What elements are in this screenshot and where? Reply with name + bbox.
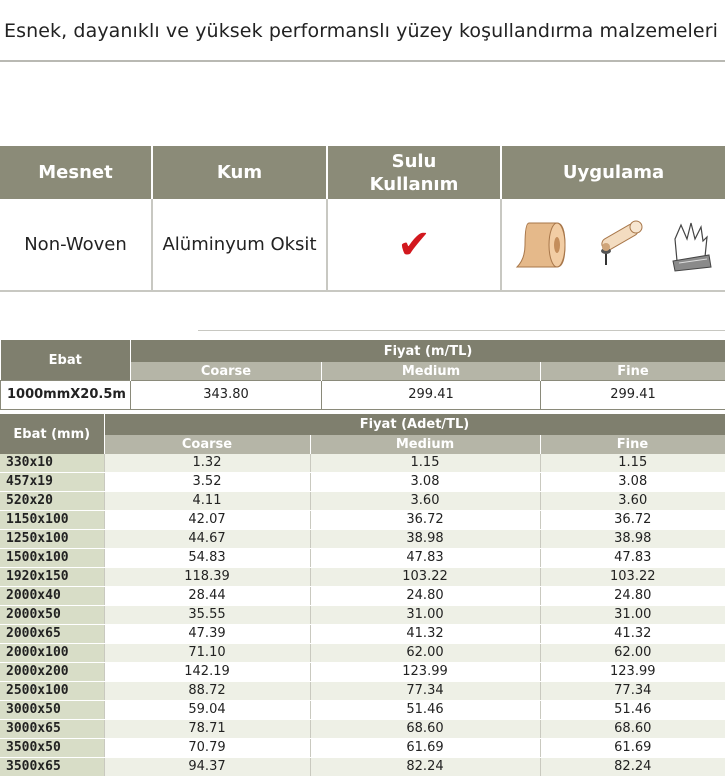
piece-fine-price: 103.22 [540, 568, 725, 587]
piece-fine-price: 51.46 [540, 701, 725, 720]
piece-medium-price: 123.99 [310, 663, 540, 682]
piece-size: 1500x100 [0, 549, 104, 568]
sulu-value [327, 199, 501, 291]
checkmark-icon: ✔ [397, 222, 431, 268]
piece-coarse-price: 4.11 [104, 492, 310, 511]
roll-grade-fine: Fine [541, 362, 725, 381]
piece-fine-price: 3.08 [540, 473, 725, 492]
table-row [0, 454, 725, 473]
table-row [0, 606, 725, 625]
piece-fine-price: 24.80 [540, 587, 725, 606]
piece-medium-price: 3.08 [310, 473, 540, 492]
table-row [0, 568, 725, 587]
table-row [0, 720, 725, 739]
piece-fine-price: 82.24 [540, 758, 725, 777]
piece-size: 3500x50 [0, 739, 104, 758]
table-row [0, 587, 725, 606]
piece-medium-price: 41.32 [310, 625, 540, 644]
piece-medium-price: 36.72 [310, 511, 540, 530]
piece-price-body [0, 454, 725, 777]
table-row [0, 473, 725, 492]
page-headline: Esnek, dayanıklı ve yüksek performanslı yüzey koşullandırma malzemeleri [0, 0, 725, 62]
table-row [0, 644, 725, 663]
piece-grade-coarse: Coarse [104, 435, 310, 454]
piece-size: 3500x65 [0, 758, 104, 777]
roll-price-header-row [1, 340, 725, 362]
piece-coarse-price: 118.39 [104, 568, 310, 587]
roll-ebat-header: Ebat [1, 340, 131, 381]
piece-medium-price: 38.98 [310, 530, 540, 549]
piece-fine-price: 68.60 [540, 720, 725, 739]
spec-table [0, 146, 725, 292]
piece-size: 1920x150 [0, 568, 104, 587]
piece-medium-price: 51.46 [310, 701, 540, 720]
piece-size: 330x10 [0, 454, 104, 473]
piece-coarse-price: 78.71 [104, 720, 310, 739]
piece-fine-price: 77.34 [540, 682, 725, 701]
piece-size: 457x19 [0, 473, 104, 492]
table-row [0, 511, 725, 530]
piece-grade-header-row [0, 435, 725, 454]
table-row [0, 739, 725, 758]
roll-medium-price: 299.41 [322, 381, 541, 410]
piece-size: 1150x100 [0, 511, 104, 530]
table-row [1, 381, 725, 410]
piece-coarse-price: 1.32 [104, 454, 310, 473]
piece-price-header-row [0, 414, 725, 435]
mesnet-value: Non-Woven [0, 199, 152, 291]
kum-value: Alüminyum Oksit [152, 199, 327, 291]
roll-grade-medium: Medium [322, 362, 541, 381]
piece-fine-price: 31.00 [540, 606, 725, 625]
piece-coarse-price: 59.04 [104, 701, 310, 720]
piece-medium-price: 68.60 [310, 720, 540, 739]
piece-size: 2000x200 [0, 663, 104, 682]
piece-size: 2000x100 [0, 644, 104, 663]
table-row [0, 701, 725, 720]
piece-size: 3000x65 [0, 720, 104, 739]
piece-fine-price: 61.69 [540, 739, 725, 758]
roll-icon [513, 219, 569, 271]
header-mesnet: Mesnet [0, 146, 152, 199]
piece-size: 1250x100 [0, 530, 104, 549]
roll-price-table [0, 340, 725, 410]
piece-medium-price: 82.24 [310, 758, 540, 777]
header-sulu-kullanim [327, 146, 501, 199]
piece-coarse-price: 35.55 [104, 606, 310, 625]
piece-size: 520x20 [0, 492, 104, 511]
piece-coarse-price: 54.83 [104, 549, 310, 568]
piece-fine-price: 36.72 [540, 511, 725, 530]
piece-price-group-header: Fiyat (Adet/TL) [104, 414, 725, 435]
piece-size: 2500x100 [0, 682, 104, 701]
hand-sander-icon [590, 217, 646, 273]
piece-size: 2000x65 [0, 625, 104, 644]
table-row [0, 663, 725, 682]
table-row [0, 549, 725, 568]
sanding-tool-icon [667, 217, 715, 273]
piece-medium-price: 47.83 [310, 549, 540, 568]
piece-coarse-price: 71.10 [104, 644, 310, 663]
piece-fine-price: 47.83 [540, 549, 725, 568]
header-uygulama: Uygulama [501, 146, 725, 199]
piece-medium-price: 24.80 [310, 587, 540, 606]
piece-price-table [0, 414, 725, 777]
piece-medium-price: 1.15 [310, 454, 540, 473]
table-row [0, 530, 725, 549]
piece-size: 2000x50 [0, 606, 104, 625]
piece-medium-price: 62.00 [310, 644, 540, 663]
header-sulu-line1: Sulu [392, 151, 437, 172]
piece-coarse-price: 28.44 [104, 587, 310, 606]
piece-fine-price: 3.60 [540, 492, 725, 511]
piece-medium-price: 31.00 [310, 606, 540, 625]
piece-ebat-header: Ebat (mm) [0, 414, 104, 454]
piece-fine-price: 1.15 [540, 454, 725, 473]
roll-grade-coarse: Coarse [131, 362, 322, 381]
piece-size: 3000x50 [0, 701, 104, 720]
piece-coarse-price: 88.72 [104, 682, 310, 701]
table-row [0, 492, 725, 511]
piece-fine-price: 38.98 [540, 530, 725, 549]
spec-header-row [0, 146, 725, 199]
uygulama-icons [501, 199, 725, 291]
piece-fine-price: 123.99 [540, 663, 725, 682]
piece-size: 2000x40 [0, 587, 104, 606]
roll-coarse-price: 343.80 [131, 381, 322, 410]
piece-coarse-price: 44.67 [104, 530, 310, 549]
roll-fine-price: 299.41 [541, 381, 725, 410]
piece-coarse-price: 142.19 [104, 663, 310, 682]
table-row [0, 625, 725, 644]
piece-coarse-price: 47.39 [104, 625, 310, 644]
piece-medium-price: 77.34 [310, 682, 540, 701]
piece-coarse-price: 70.79 [104, 739, 310, 758]
roll-size: 1000mmX20.5m [1, 381, 131, 410]
piece-fine-price: 41.32 [540, 625, 725, 644]
piece-coarse-price: 94.37 [104, 758, 310, 777]
piece-grade-fine: Fine [540, 435, 725, 454]
header-sulu-line2: Kullanım [370, 174, 459, 195]
piece-fine-price: 62.00 [540, 644, 725, 663]
roll-price-group-header: Fiyat (m/TL) [131, 340, 725, 362]
separator-line [198, 330, 725, 331]
piece-coarse-price: 42.07 [104, 511, 310, 530]
table-row [0, 682, 725, 701]
piece-medium-price: 103.22 [310, 568, 540, 587]
piece-medium-price: 3.60 [310, 492, 540, 511]
table-row [0, 758, 725, 777]
piece-medium-price: 61.69 [310, 739, 540, 758]
piece-grade-medium: Medium [310, 435, 540, 454]
piece-coarse-price: 3.52 [104, 473, 310, 492]
header-kum: Kum [152, 146, 327, 199]
spec-row [0, 199, 725, 291]
